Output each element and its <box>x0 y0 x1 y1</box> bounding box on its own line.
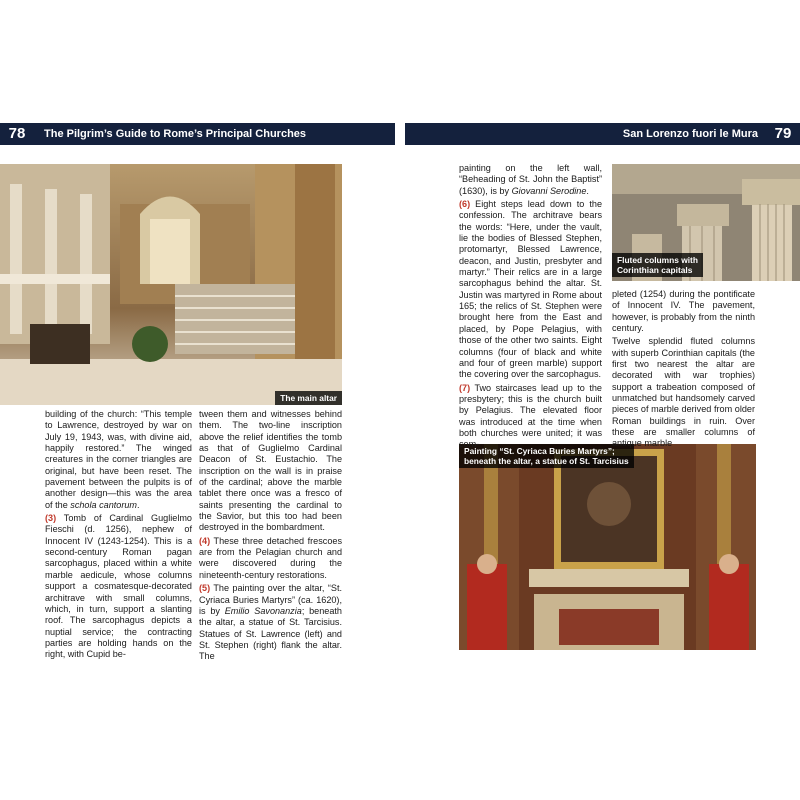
paragraph <box>199 536 342 581</box>
paragraph <box>459 383 602 451</box>
text-column-2 <box>199 409 342 665</box>
altar-painting-photo <box>459 444 756 650</box>
text-run: ; beneath the altar, a statue of St. Tarcisius. Statues of St. Lawrence (left) and St. Stephen (right) flank the altar. The <box>199 605 342 662</box>
item-number: (6) <box>459 199 471 210</box>
main-altar-photo <box>0 164 342 405</box>
text-run: These three detached frescoes are from the Pelagian church and were discovered during the nineteenth-century restorations. <box>199 535 342 580</box>
paragraph <box>459 163 602 197</box>
text-run: building of the church: “This temple to Lawrence, destroyed by war on July 19, 1943, was, with divine aid, happily restored.” The winged creatures in the corner triangles are original, but have been reset. The pavement between the pulpits is of another design—this was the area of the <box>45 409 192 510</box>
text-run: . <box>137 499 140 510</box>
text-column-4 <box>612 289 755 452</box>
item-number: (3) <box>45 513 57 524</box>
left-running-header <box>0 123 395 145</box>
right-running-title: San Lorenzo fuori le Mura <box>622 128 758 140</box>
paragraph <box>45 409 192 511</box>
text-run-italic: Emilio Savonanzia <box>224 605 302 616</box>
text-column-3 <box>459 163 602 453</box>
paragraph <box>199 409 342 534</box>
text-run: Two staircases lead up to the presbytery; this is the church built by Pelagius. The elevated floor was introduced at the time when both churches were united; it was com- <box>459 382 602 450</box>
text-column-1 <box>45 409 192 663</box>
text-run: tween them and witnesses behind them. The two-line inscription above the relief identifies the tomb as that of Guglielmo Cardinal Deacon of St. Eustachio. The inscription on the wall is in praise of the cardinal; above the marble tablet there once was a fresco of saints presenting the cardinal to the Savior, but this too had been destroyed in the bombardment. <box>199 409 342 533</box>
text-run: . <box>586 185 589 196</box>
text-run: Twelve splendid fluted columns with superb Corinthian capitals (the first two nearest the altar are decorated with war trophies) support a trabeation composed of unmatched but handsomely carved pieces of marble derived from older Roman buildings in ruin. Over these are smaller columns of antique marble <box>612 336 755 449</box>
fluted-columns-caption <box>612 253 703 277</box>
item-number: (4) <box>199 535 211 546</box>
right-running-header <box>405 123 800 145</box>
text-run: Eight steps lead down to the confession. The architrave bears the words: “Here, under the vault, lie the bodies of Blessed Stephen, protomartyr, Blessed Lawrence, deacon, and Justin, presbyter and martyr.” Their relics are in a large sarcophagus behind the altar. St. Justin was martyred in Rome about 165; the relics of St. Stephen were brought here from the East and placed, by Pope Pelagius, with those of the other two saints. Eight columns (four of black and white and four of green marble) support the covering over the sarcophagus. <box>459 199 602 380</box>
fluted-columns-photo <box>612 164 800 281</box>
left-running-title: The Pilgrim’s Guide to Rome’s Principal Churches <box>44 128 307 140</box>
altar-painting-caption-line-2: beneath the altar, a statue of St. Tarcisius <box>464 456 629 466</box>
altar-painting-caption-line-1: Painting “St. Cyriaca Buries Martyrs”; <box>464 446 615 456</box>
paragraph <box>612 336 755 449</box>
text-run: pleted (1254) during the pontificate of Innocent IV. The pavement, however, is probably from the ninth century. <box>612 289 755 334</box>
main-altar-caption: The main altar <box>275 391 342 405</box>
paragraph <box>612 289 755 334</box>
item-number: (5) <box>199 583 211 594</box>
text-run-italic: schola cantorum <box>70 499 138 510</box>
paragraph <box>459 199 602 381</box>
text-run-italic: Giovanni Serodine <box>511 185 587 196</box>
right-page-number: 79 <box>766 123 800 145</box>
paragraph <box>199 583 342 662</box>
left-page-number: 78 <box>0 123 34 145</box>
fluted-columns-caption-line-1: Fluted columns with <box>617 255 698 265</box>
paragraph <box>45 513 192 660</box>
fluted-columns-caption-line-2: Corinthian capitals <box>617 265 693 275</box>
text-run: The painting over the altar, “St. Cyriaca Buries Martyrs” (ca. 1620), is by <box>199 583 342 616</box>
text-run: painting on the left wall, “Beheading of St. John the Baptist” (1630), is by <box>459 163 602 196</box>
item-number: (7) <box>459 382 471 393</box>
text-run: Tomb of Cardinal Guglielmo Fieschi (d. 1256), nephew of Innocent IV (1243-1254). This is a second-century Roman pagan sarcophagus, placed within a white marble aedicule, whose columns support a cosmatesque-decorated architrave with small columns, which, in turn, support a slanting roof. The sarcophagus depicts a nuptial service; the contracting parties are holding hands on the right, with Cupid be- <box>45 513 192 660</box>
